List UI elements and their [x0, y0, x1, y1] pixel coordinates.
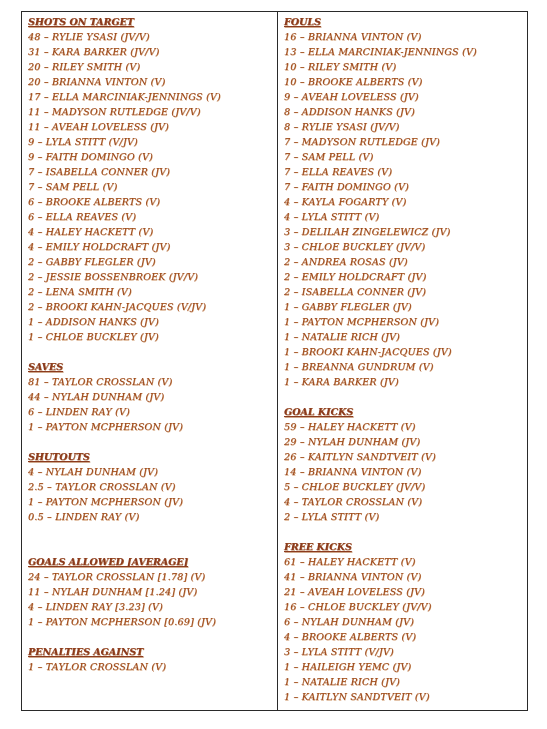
stat-line: 1 – GABBY FLEGLER (JV)	[284, 302, 412, 313]
stat-line: 7 – FAITH DOMINGO (V)	[284, 182, 409, 193]
shutouts-section	[28, 450, 277, 525]
stat-line: 2 – ISABELLA CONNER (JV)	[284, 287, 427, 298]
stat-line: 41 – BRIANNA VINTON (V)	[284, 572, 422, 583]
stat-line: 2 – JESSIE BOSSENBROEK (JV/V)	[28, 272, 199, 283]
shots-on-target-section	[28, 15, 277, 345]
stat-line: 13 – ELLA MARCINIAK-JENNINGS (V)	[284, 47, 477, 58]
stat-line: 0.5 – LINDEN RAY (V)	[28, 512, 140, 523]
stat-line: 1 – NATALIE RICH (JV)	[284, 332, 400, 343]
stat-line: 6 – BROOKE ALBERTS (V)	[28, 197, 161, 208]
stat-line: 21 – AVEAH LOVELESS (JV)	[284, 587, 425, 598]
stat-line: 4 – LINDEN RAY [3.23] (V)	[28, 602, 163, 613]
stat-line: 5 – CHLOE BUCKLEY (JV/V)	[284, 482, 426, 493]
stat-line: 2.5 – TAYLOR CROSSLAN (V)	[28, 482, 176, 493]
stat-line: 11 – MADYSON RUTLEDGE (JV/V)	[28, 107, 201, 118]
stat-line: 29 – NYLAH DUNHAM (JV)	[284, 437, 421, 448]
section-title: FREE KICKS	[284, 542, 352, 553]
stat-line: 6 – LINDEN RAY (V)	[28, 407, 130, 418]
stat-line: 1 – BREANNA GUNDRUM (V)	[284, 362, 434, 373]
stat-line: 10 – RILEY SMITH (V)	[284, 62, 397, 73]
left-column	[22, 12, 278, 710]
stat-line: 14 – BRIANNA VINTON (V)	[284, 467, 422, 478]
stat-line: 16 – CHLOE BUCKLEY (JV/V)	[284, 602, 432, 613]
section-title: SHOTS ON TARGET	[28, 17, 134, 28]
stat-line: 3 – LYLA STITT (V/JV)	[284, 647, 394, 658]
stat-line: 2 – BROOKI KAHN-JACQUES (V/JV)	[28, 302, 207, 313]
stat-line: 17 – ELLA MARCINIAK-JENNINGS (V)	[28, 92, 221, 103]
stat-line: 4 – LYLA STITT (V)	[284, 212, 380, 223]
stat-line: 4 – NYLAH DUNHAM (JV)	[28, 467, 159, 478]
stat-line: 2 – ANDREA ROSAS (JV)	[284, 257, 408, 268]
stat-line: 59 – HALEY HACKETT (V)	[284, 422, 416, 433]
stat-line: 20 – RILEY SMITH (V)	[28, 62, 141, 73]
stat-line: 4 – EMILY HOLDCRAFT (JV)	[28, 242, 171, 253]
stat-line: 1 – PAYTON MCPHERSON [0.69] (JV)	[28, 617, 217, 628]
stat-line: 44 – NYLAH DUNHAM (JV)	[28, 392, 165, 403]
goal-kicks-section	[284, 405, 527, 525]
stat-line: 1 – ADDISON HANKS (JV)	[28, 317, 159, 328]
stat-line: 1 – PAYTON MCPHERSON (JV)	[28, 497, 184, 508]
free-kicks-section	[284, 540, 527, 705]
section-title: GOAL KICKS	[284, 407, 354, 418]
section-title: FOULS	[284, 17, 321, 28]
stat-line: 3 – DELILAH ZINGELEWICZ (JV)	[284, 227, 451, 238]
stat-line: 31 – KARA BARKER (JV/V)	[28, 47, 160, 58]
section-title: SHUTOUTS	[28, 452, 90, 463]
section-title: GOALS ALLOWED [AVERAGE]	[28, 557, 188, 568]
stat-line: 1 – TAYLOR CROSSLAN (V)	[28, 662, 167, 673]
stat-line: 24 – TAYLOR CROSSLAN [1.78] (V)	[28, 572, 206, 583]
saves-section	[28, 360, 277, 435]
stat-line: 4 – HALEY HACKETT (V)	[28, 227, 154, 238]
stat-line: 2 – GABBY FLEGLER (JV)	[28, 257, 156, 268]
stat-line: 8 – RYLIE YSASI (JV/V)	[284, 122, 400, 133]
right-column	[278, 12, 527, 710]
stat-line: 1 – NATALIE RICH (JV)	[284, 677, 400, 688]
stat-line: 20 – BRIANNA VINTON (V)	[28, 77, 166, 88]
stat-line: 1 – KAITLYN SANDTVEIT (V)	[284, 692, 430, 703]
stat-line: 7 – SAM PELL (V)	[284, 152, 374, 163]
stat-line: 81 – TAYLOR CROSSLAN (V)	[28, 377, 173, 388]
stat-line: 9 – FAITH DOMINGO (V)	[28, 152, 153, 163]
stats-sheet	[21, 11, 528, 711]
stat-line: 1 – KARA BARKER (JV)	[284, 377, 399, 388]
stat-line: 16 – BRIANNA VINTON (V)	[284, 32, 422, 43]
stat-line: 26 – KAITLYN SANDTVEIT (V)	[284, 452, 436, 463]
stat-line: 4 – TAYLOR CROSSLAN (V)	[284, 497, 423, 508]
stat-line: 2 – LYLA STITT (V)	[284, 512, 380, 523]
stat-line: 7 – SAM PELL (V)	[28, 182, 118, 193]
stat-line: 1 – HAILEIGH YEMC (JV)	[284, 662, 412, 673]
stat-line: 11 – AVEAH LOVELESS (JV)	[28, 122, 169, 133]
stat-line: 48 – RYLIE YSASI (JV/V)	[28, 32, 150, 43]
section-title: PENALTIES AGAINST	[28, 647, 144, 658]
penalties-against-section	[28, 645, 277, 675]
stat-line: 1 – PAYTON MCPHERSON (JV)	[28, 422, 184, 433]
stat-line: 7 – ISABELLA CONNER (JV)	[28, 167, 171, 178]
stat-line: 11 – NYLAH DUNHAM [1.24] (JV)	[28, 587, 198, 598]
stat-line: 1 – BROOKI KAHN-JACQUES (JV)	[284, 347, 452, 358]
stat-line: 3 – CHLOE BUCKLEY (JV/V)	[284, 242, 426, 253]
stat-line: 4 – BROOKE ALBERTS (V)	[284, 632, 417, 643]
stat-line: 9 – AVEAH LOVELESS (JV)	[284, 92, 419, 103]
stat-line: 7 – MADYSON RUTLEDGE (JV)	[284, 137, 440, 148]
section-title: SAVES	[28, 362, 64, 373]
stat-line: 1 – PAYTON MCPHERSON (JV)	[284, 317, 440, 328]
stat-line: 6 – ELLA REAVES (V)	[28, 212, 137, 223]
stat-line: 6 – NYLAH DUNHAM (JV)	[284, 617, 415, 628]
stat-line: 1 – CHLOE BUCKLEY (JV)	[28, 332, 159, 343]
stat-line: 2 – LENA SMITH (V)	[28, 287, 132, 298]
stat-line: 2 – EMILY HOLDCRAFT (JV)	[284, 272, 427, 283]
stat-line: 4 – KAYLA FOGARTY (V)	[284, 197, 407, 208]
stat-line: 61 – HALEY HACKETT (V)	[284, 557, 416, 568]
goals-allowed-average-section	[28, 555, 277, 630]
stat-line: 7 – ELLA REAVES (V)	[284, 167, 393, 178]
stat-line: 10 – BROOKE ALBERTS (V)	[284, 77, 423, 88]
fouls-section	[284, 15, 527, 390]
stat-line: 8 – ADDISON HANKS (JV)	[284, 107, 415, 118]
stat-line: 9 – LYLA STITT (V/JV)	[28, 137, 138, 148]
